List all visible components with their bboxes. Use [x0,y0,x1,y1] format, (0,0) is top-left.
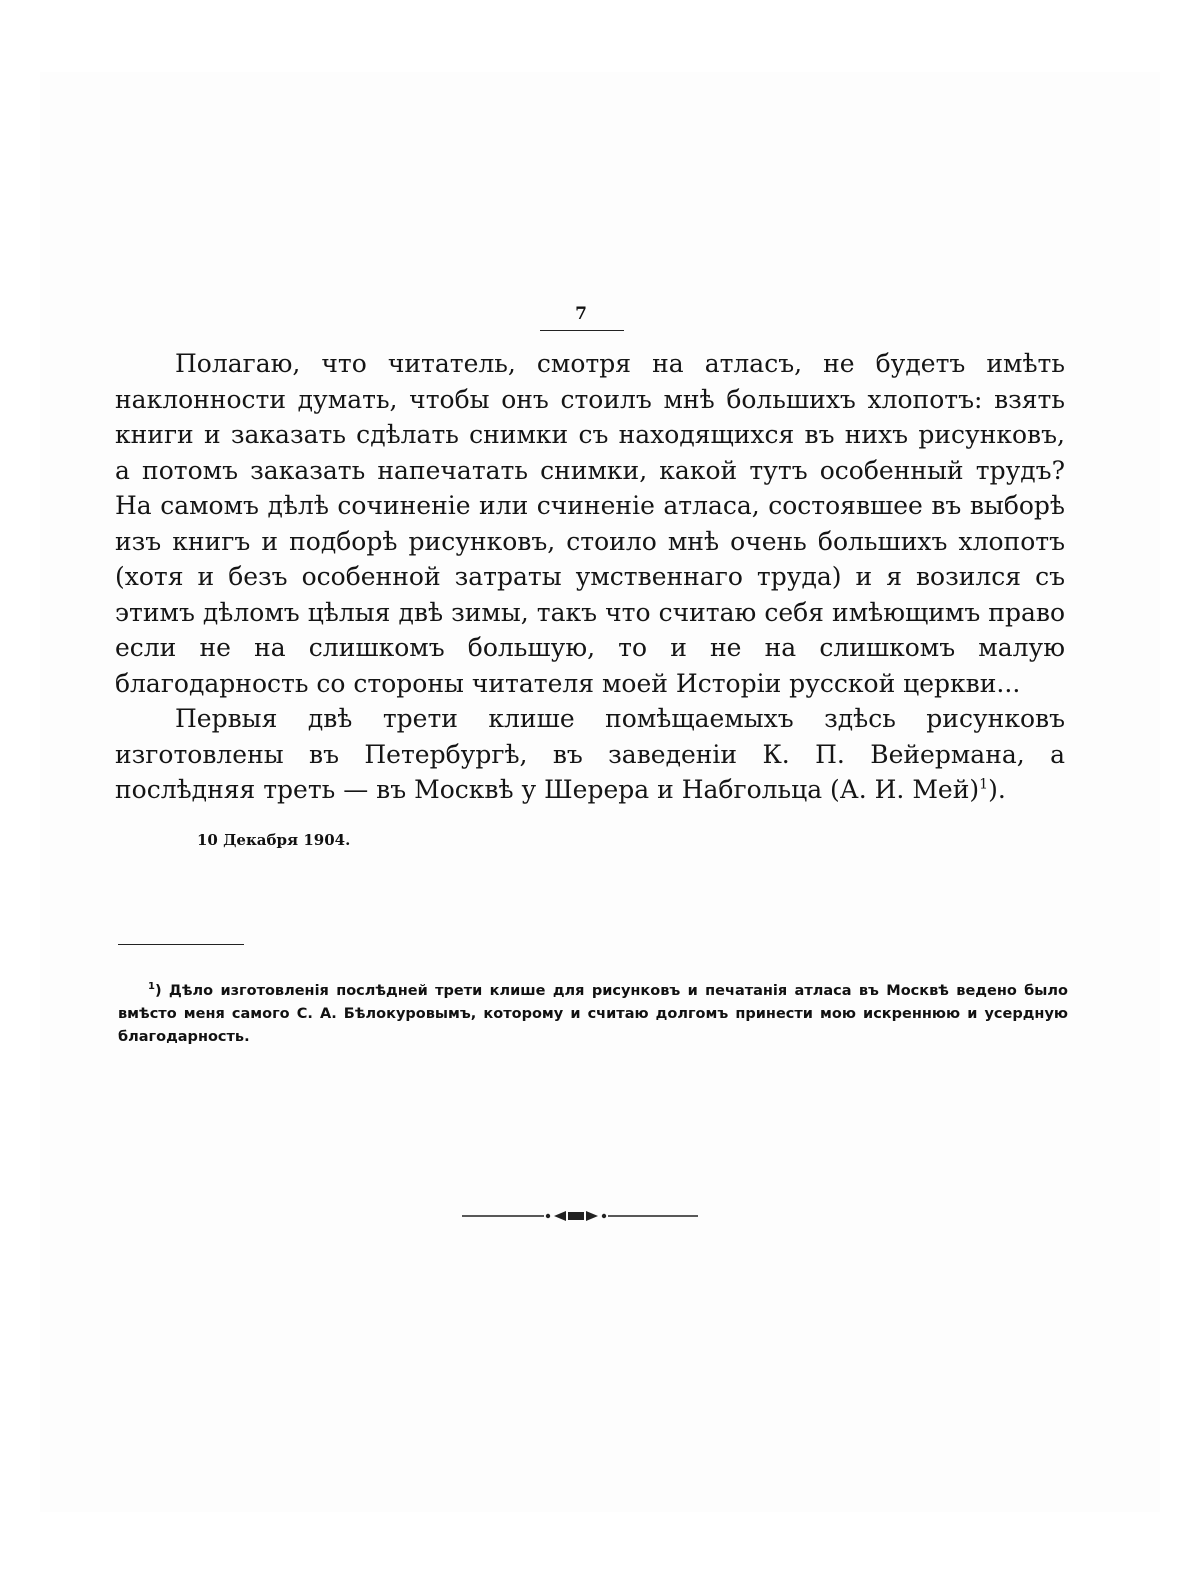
page-number-rule [540,330,624,331]
footnote-reference: 1 [979,776,989,793]
paragraph-1: Полагаю, что читатель, смотря на атласъ, не будетъ имѣть наклонности думать, чтобы онъ стоилъ мнѣ большихъ хлопотъ: взять книги и заказать сдѣлать снимки съ находящихся въ нихъ рисунковъ, а потомъ заказать напечатать снимки, какой тутъ особенный трудъ? На самомъ дѣлѣ сочиненіе или счиненіе атласа, состоявшее въ выборѣ изъ книгъ и подборѣ рисунковъ, стоило мнѣ очень большихъ хлопотъ (хотя и безъ особенной затраты умственнаго труда) и я возился съ этимъ дѣломъ цѣлыя двѣ зимы, такъ что считаю себя имѣющимъ право если не на слишкомъ большую, то и не на слишкомъ малую благодарность со стороны читателя моей Исторіи русской церкви... [115,349,1065,698]
main-text [115,346,1065,808]
ornament-divider-icon [462,1208,712,1224]
date-line: 10 Декабря 1904. [197,831,351,849]
page-number: 7 [575,304,587,324]
footnote [118,980,1068,1049]
paragraph-2 [115,701,1065,808]
paragraph-2-text: Первыя двѣ трети клише помѣщаемыхъ здѣсь рисунковъ изготовлены въ Петербургѣ, въ заведеніи К. П. Вейермана, а послѣдняя треть — въ Москвѣ у Шерера и Набгольца (А. И. Мей) [115,704,1065,804]
footnote-mark: 1 [148,981,155,993]
footnote-rule [118,944,244,945]
footnote-text: ) Дѣло изготовленія послѣдней трети клише для рисунковъ и печатанія атласа въ Москвѣ ведено было вмѣсто меня самого С. А. Бѣлокуровымъ, которому и считаю долгомъ принести мою искреннюю и усердную благодарность. [118,983,1068,1045]
paragraph-2-end: ). [988,775,1006,804]
